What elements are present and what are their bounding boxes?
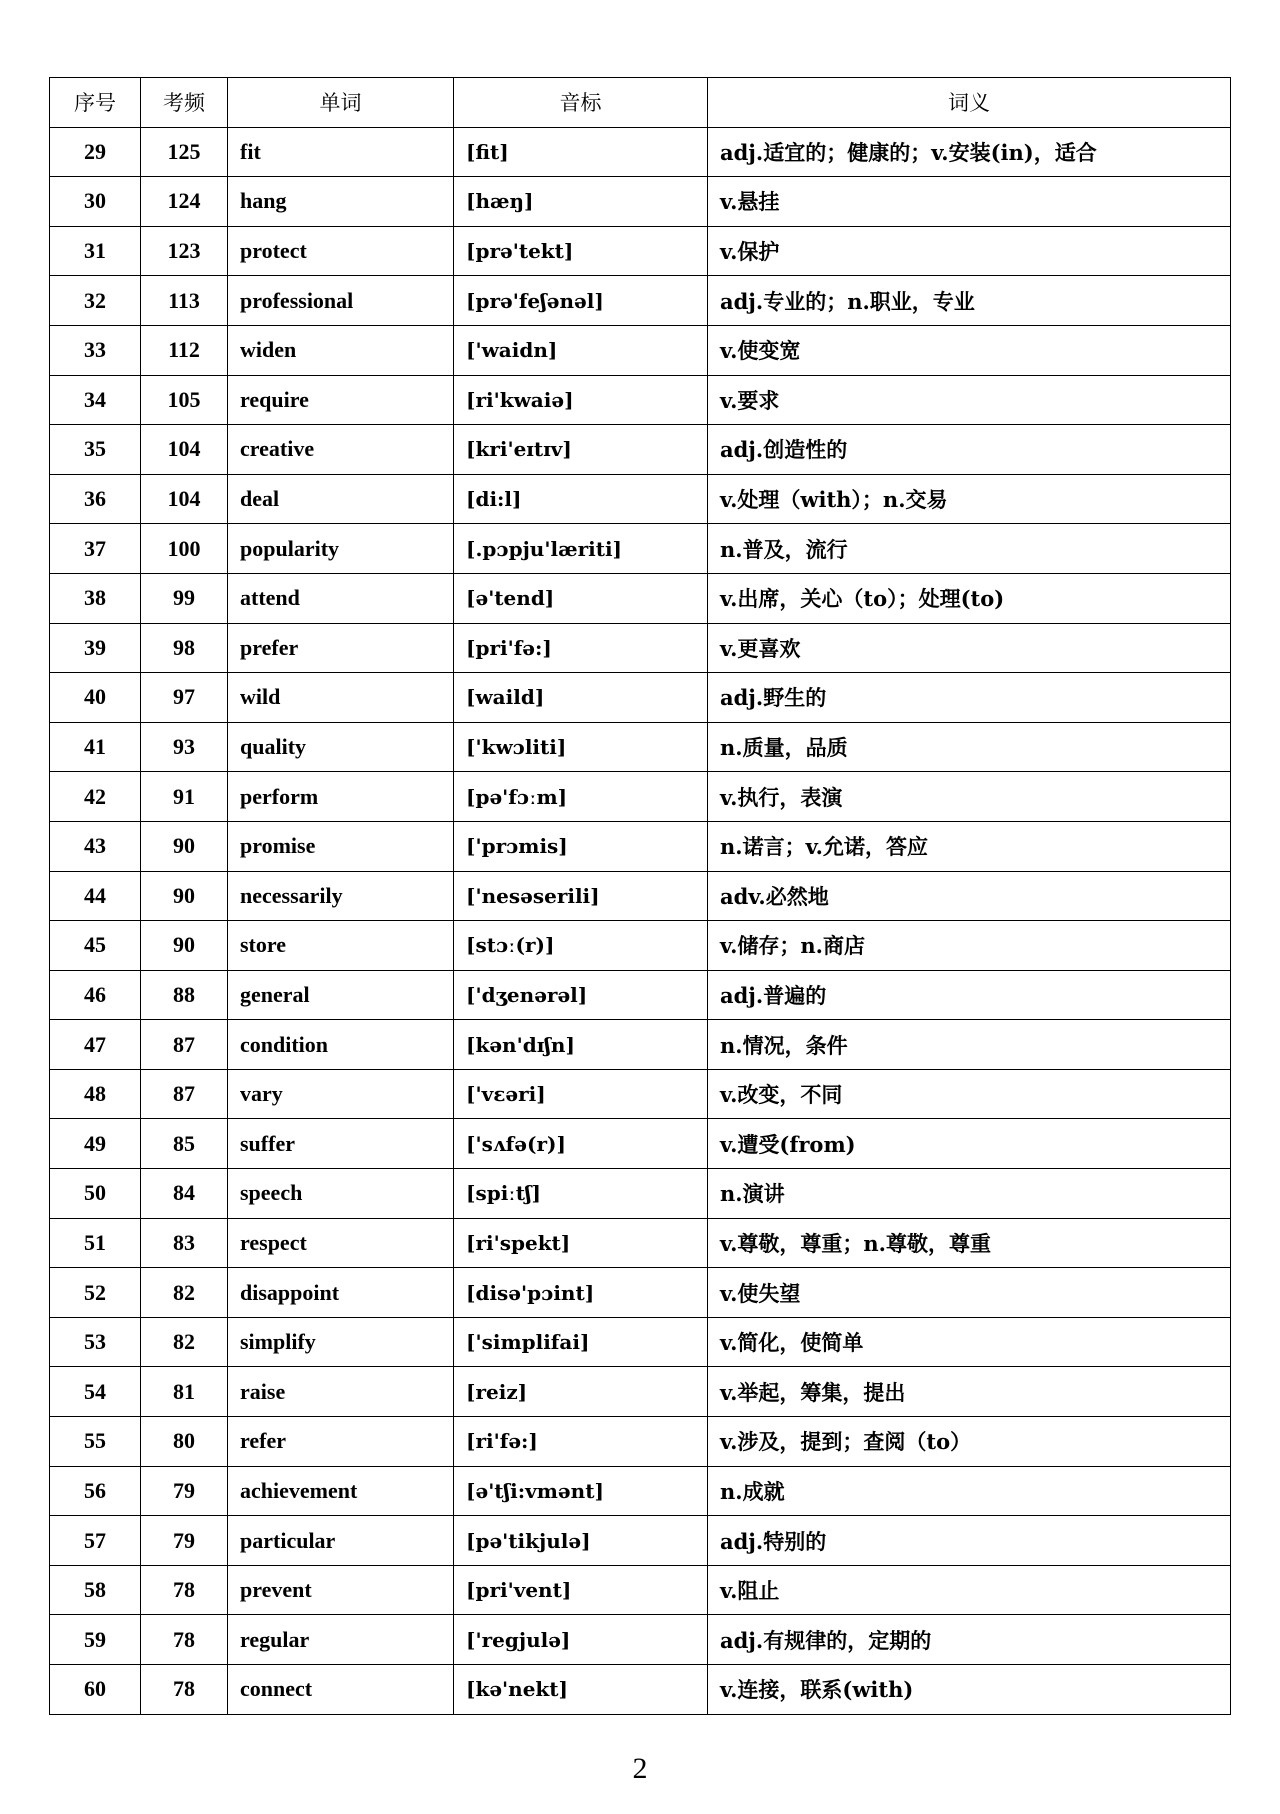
- table-row: [50, 970, 1231, 1020]
- table-row: [50, 1020, 1231, 1070]
- cell-word: necessarily: [228, 871, 454, 921]
- table-row: [50, 772, 1231, 822]
- cell-phonetic: [ə'tʃi:vmənt]: [454, 1466, 708, 1516]
- cell-frequency: 88: [141, 970, 228, 1020]
- table-row: [50, 1417, 1231, 1467]
- cell-number: 54: [50, 1367, 141, 1417]
- cell-meaning: v.改变，不同: [708, 1069, 1231, 1119]
- cell-word: wild: [228, 673, 454, 723]
- cell-word: refer: [228, 1417, 454, 1467]
- cell-number: 39: [50, 623, 141, 673]
- table-row: [50, 871, 1231, 921]
- cell-frequency: 113: [141, 276, 228, 326]
- cell-phonetic: [ri'fə:]: [454, 1417, 708, 1467]
- cell-frequency: 104: [141, 425, 228, 475]
- table-row: [50, 1268, 1231, 1318]
- cell-meaning: n.演讲: [708, 1169, 1231, 1219]
- table-row: [50, 1218, 1231, 1268]
- cell-phonetic: [pə'tikjulə]: [454, 1516, 708, 1566]
- cell-number: 51: [50, 1218, 141, 1268]
- cell-word: condition: [228, 1020, 454, 1070]
- table-row: [50, 474, 1231, 524]
- cell-phonetic: [spiːtʃ]: [454, 1169, 708, 1219]
- cell-word: deal: [228, 474, 454, 524]
- cell-number: 59: [50, 1615, 141, 1665]
- cell-frequency: 93: [141, 722, 228, 772]
- cell-number: 38: [50, 573, 141, 623]
- cell-phonetic: [prə'tekt]: [454, 226, 708, 276]
- cell-number: 30: [50, 177, 141, 227]
- cell-number: 37: [50, 524, 141, 574]
- cell-number: 29: [50, 127, 141, 177]
- cell-number: 48: [50, 1069, 141, 1119]
- cell-number: 46: [50, 970, 141, 1020]
- cell-meaning: n.情况，条件: [708, 1020, 1231, 1070]
- cell-word: promise: [228, 821, 454, 871]
- cell-word: raise: [228, 1367, 454, 1417]
- cell-number: 57: [50, 1516, 141, 1566]
- cell-phonetic: ['regjulə]: [454, 1615, 708, 1665]
- cell-frequency: 80: [141, 1417, 228, 1467]
- cell-meaning: v.要求: [708, 375, 1231, 425]
- table-row: [50, 1516, 1231, 1566]
- cell-frequency: 82: [141, 1268, 228, 1318]
- cell-meaning: adj.专业的；n.职业，专业: [708, 276, 1231, 326]
- cell-phonetic: [reiz]: [454, 1367, 708, 1417]
- cell-word: protect: [228, 226, 454, 276]
- cell-phonetic: [waild]: [454, 673, 708, 723]
- cell-frequency: 90: [141, 871, 228, 921]
- cell-frequency: 125: [141, 127, 228, 177]
- cell-meaning: v.遭受(from): [708, 1119, 1231, 1169]
- cell-word: perform: [228, 772, 454, 822]
- cell-word: disappoint: [228, 1268, 454, 1318]
- cell-word: suffer: [228, 1119, 454, 1169]
- cell-frequency: 97: [141, 673, 228, 723]
- table-row: [50, 673, 1231, 723]
- cell-meaning: v.保护: [708, 226, 1231, 276]
- cell-word: respect: [228, 1218, 454, 1268]
- cell-meaning: v.悬挂: [708, 177, 1231, 227]
- cell-frequency: 91: [141, 772, 228, 822]
- table-header-row: [50, 78, 1231, 128]
- table-body: [50, 127, 1231, 1714]
- cell-word: vary: [228, 1069, 454, 1119]
- cell-frequency: 85: [141, 1119, 228, 1169]
- cell-word: simplify: [228, 1317, 454, 1367]
- cell-phonetic: [prə'feʃənəl]: [454, 276, 708, 326]
- table-row: [50, 425, 1231, 475]
- cell-frequency: 100: [141, 524, 228, 574]
- cell-frequency: 105: [141, 375, 228, 425]
- table-row: [50, 1665, 1231, 1715]
- cell-word: prefer: [228, 623, 454, 673]
- cell-frequency: 87: [141, 1069, 228, 1119]
- cell-meaning: v.连接，联系(with): [708, 1665, 1231, 1715]
- cell-number: 35: [50, 425, 141, 475]
- header-meaning: 词义: [708, 78, 1231, 128]
- cell-meaning: n.诺言；v.允诺，答应: [708, 821, 1231, 871]
- table-row: [50, 177, 1231, 227]
- cell-meaning: adj.特别的: [708, 1516, 1231, 1566]
- cell-meaning: v.储存；n.商店: [708, 921, 1231, 971]
- cell-frequency: 79: [141, 1516, 228, 1566]
- cell-number: 31: [50, 226, 141, 276]
- cell-word: require: [228, 375, 454, 425]
- cell-frequency: 124: [141, 177, 228, 227]
- cell-meaning: v.使变宽: [708, 325, 1231, 375]
- table-row: [50, 623, 1231, 673]
- cell-number: 55: [50, 1417, 141, 1467]
- cell-phonetic: [stɔː(r)]: [454, 921, 708, 971]
- cell-number: 45: [50, 921, 141, 971]
- cell-frequency: 81: [141, 1367, 228, 1417]
- cell-number: 44: [50, 871, 141, 921]
- cell-phonetic: [fit]: [454, 127, 708, 177]
- cell-phonetic: [di:l]: [454, 474, 708, 524]
- cell-word: fit: [228, 127, 454, 177]
- table-row: [50, 573, 1231, 623]
- header-number: 序号: [50, 78, 141, 128]
- cell-phonetic: [disə'pɔint]: [454, 1268, 708, 1318]
- cell-meaning: v.更喜欢: [708, 623, 1231, 673]
- cell-word: hang: [228, 177, 454, 227]
- cell-phonetic: [pə'fɔːm]: [454, 772, 708, 822]
- cell-number: 49: [50, 1119, 141, 1169]
- cell-number: 36: [50, 474, 141, 524]
- cell-number: 43: [50, 821, 141, 871]
- cell-word: attend: [228, 573, 454, 623]
- cell-frequency: 83: [141, 1218, 228, 1268]
- cell-word: professional: [228, 276, 454, 326]
- table-row: [50, 325, 1231, 375]
- table-row: [50, 276, 1231, 326]
- cell-frequency: 78: [141, 1665, 228, 1715]
- cell-phonetic: ['nesəserili]: [454, 871, 708, 921]
- cell-phonetic: [ə'tend]: [454, 573, 708, 623]
- cell-frequency: 82: [141, 1317, 228, 1367]
- cell-word: store: [228, 921, 454, 971]
- header-word: 单词: [228, 78, 454, 128]
- cell-frequency: 78: [141, 1565, 228, 1615]
- cell-word: widen: [228, 325, 454, 375]
- cell-number: 60: [50, 1665, 141, 1715]
- cell-number: 47: [50, 1020, 141, 1070]
- table-row: [50, 1169, 1231, 1219]
- cell-frequency: 84: [141, 1169, 228, 1219]
- table-row: [50, 1069, 1231, 1119]
- table-row: [50, 127, 1231, 177]
- cell-meaning: v.执行，表演: [708, 772, 1231, 822]
- cell-phonetic: ['waidn]: [454, 325, 708, 375]
- cell-meaning: adj.适宜的；健康的；v.安装(in)，适合: [708, 127, 1231, 177]
- cell-word: quality: [228, 722, 454, 772]
- cell-meaning: n.质量，品质: [708, 722, 1231, 772]
- cell-frequency: 98: [141, 623, 228, 673]
- table-row: [50, 524, 1231, 574]
- cell-phonetic: [.pɔpju'læriti]: [454, 524, 708, 574]
- cell-number: 56: [50, 1466, 141, 1516]
- vocabulary-table: [49, 77, 1231, 1715]
- cell-meaning: v.处理（with）；n.交易: [708, 474, 1231, 524]
- cell-word: prevent: [228, 1565, 454, 1615]
- table-row: [50, 226, 1231, 276]
- header-phonetic: 音标: [454, 78, 708, 128]
- cell-word: connect: [228, 1665, 454, 1715]
- cell-frequency: 79: [141, 1466, 228, 1516]
- table-row: [50, 1367, 1231, 1417]
- cell-meaning: v.使失望: [708, 1268, 1231, 1318]
- cell-number: 40: [50, 673, 141, 723]
- cell-phonetic: [kən'dɪʃn]: [454, 1020, 708, 1070]
- cell-frequency: 99: [141, 573, 228, 623]
- cell-phonetic: [pri'fə:]: [454, 623, 708, 673]
- cell-number: 42: [50, 772, 141, 822]
- cell-phonetic: [kri'eɪtɪv]: [454, 425, 708, 475]
- cell-frequency: 104: [141, 474, 228, 524]
- table-row: [50, 1119, 1231, 1169]
- cell-meaning: v.阻止: [708, 1565, 1231, 1615]
- cell-word: particular: [228, 1516, 454, 1566]
- cell-word: speech: [228, 1169, 454, 1219]
- table-row: [50, 1317, 1231, 1367]
- cell-word: regular: [228, 1615, 454, 1665]
- cell-word: general: [228, 970, 454, 1020]
- cell-phonetic: [ri'spekt]: [454, 1218, 708, 1268]
- cell-frequency: 90: [141, 921, 228, 971]
- cell-phonetic: ['dʒenərəl]: [454, 970, 708, 1020]
- cell-meaning: adj.创造性的: [708, 425, 1231, 475]
- cell-phonetic: [ri'kwaiə]: [454, 375, 708, 425]
- cell-meaning: adj.野生的: [708, 673, 1231, 723]
- cell-meaning: v.涉及，提到；查阅（to）: [708, 1417, 1231, 1467]
- table-row: [50, 1565, 1231, 1615]
- table-row: [50, 1615, 1231, 1665]
- table-row: [50, 1466, 1231, 1516]
- cell-word: achievement: [228, 1466, 454, 1516]
- cell-meaning: n.普及，流行: [708, 524, 1231, 574]
- cell-number: 58: [50, 1565, 141, 1615]
- table-row: [50, 921, 1231, 971]
- cell-frequency: 87: [141, 1020, 228, 1070]
- cell-phonetic: ['prɔmis]: [454, 821, 708, 871]
- cell-meaning: v.简化，使简单: [708, 1317, 1231, 1367]
- cell-frequency: 90: [141, 821, 228, 871]
- table-row: [50, 375, 1231, 425]
- cell-phonetic: ['vɛəri]: [454, 1069, 708, 1119]
- cell-meaning: adj.普遍的: [708, 970, 1231, 1020]
- cell-meaning: v.举起，筹集，提出: [708, 1367, 1231, 1417]
- cell-frequency: 112: [141, 325, 228, 375]
- cell-meaning: adv.必然地: [708, 871, 1231, 921]
- table-row: [50, 722, 1231, 772]
- cell-word: popularity: [228, 524, 454, 574]
- header-frequency: 考频: [141, 78, 228, 128]
- cell-number: 41: [50, 722, 141, 772]
- cell-word: creative: [228, 425, 454, 475]
- cell-number: 53: [50, 1317, 141, 1367]
- cell-phonetic: [kə'nekt]: [454, 1665, 708, 1715]
- cell-frequency: 78: [141, 1615, 228, 1665]
- cell-phonetic: ['kwɔliti]: [454, 722, 708, 772]
- cell-number: 33: [50, 325, 141, 375]
- cell-number: 52: [50, 1268, 141, 1318]
- cell-phonetic: ['simplifai]: [454, 1317, 708, 1367]
- cell-number: 34: [50, 375, 141, 425]
- cell-number: 50: [50, 1169, 141, 1219]
- cell-frequency: 123: [141, 226, 228, 276]
- table-row: [50, 821, 1231, 871]
- cell-meaning: n.成就: [708, 1466, 1231, 1516]
- cell-phonetic: [pri'vent]: [454, 1565, 708, 1615]
- cell-phonetic: [hæŋ]: [454, 177, 708, 227]
- cell-phonetic: ['sʌfə(r)]: [454, 1119, 708, 1169]
- cell-meaning: adj.有规律的，定期的: [708, 1615, 1231, 1665]
- page-number: 2: [632, 1752, 648, 1785]
- cell-meaning: v.尊敬，尊重；n.尊敬，尊重: [708, 1218, 1231, 1268]
- cell-number: 32: [50, 276, 141, 326]
- cell-meaning: v.出席，关心（to）；处理(to): [708, 573, 1231, 623]
